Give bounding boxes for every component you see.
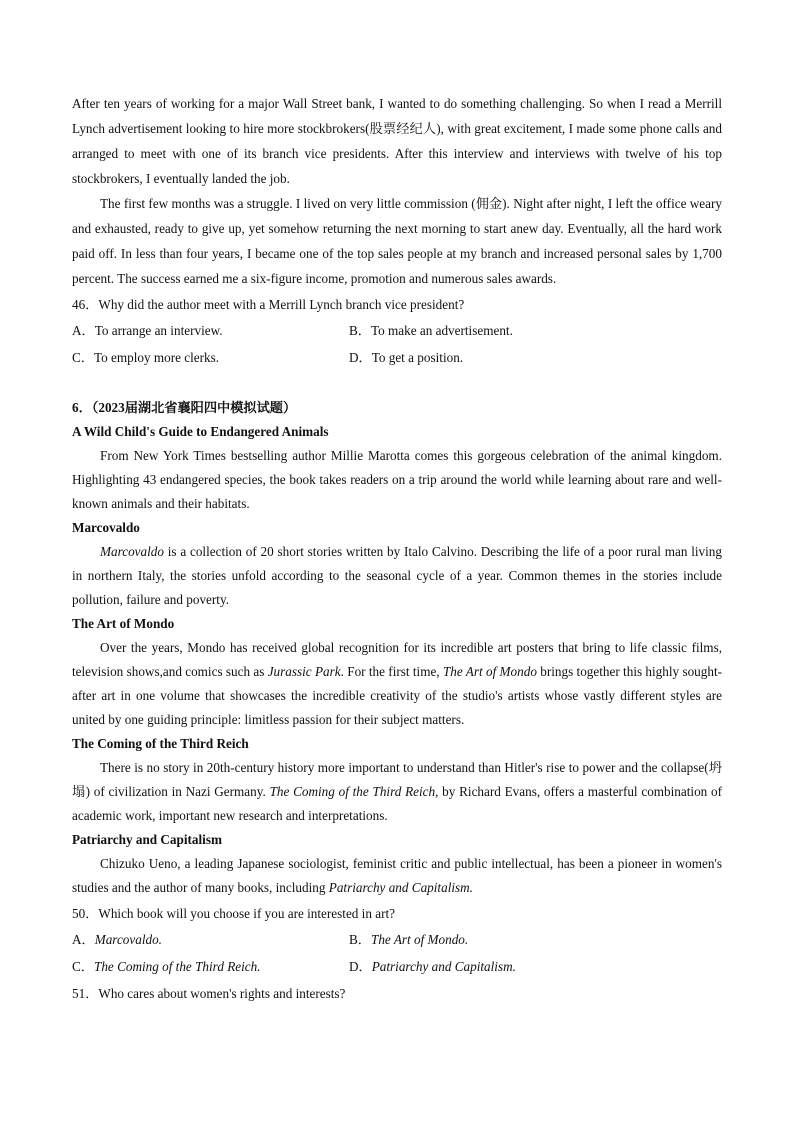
q46-option-c[interactable]: C．To employ more clerks. <box>72 350 220 365</box>
document-page <box>72 91 722 1006</box>
book1-title: A Wild Child's Guide to Endangered Animals <box>72 424 329 439</box>
q46-option-d[interactable]: D．To get a position. <box>349 350 464 365</box>
q50-option-c[interactable]: C．The Coming of the Third Reich. <box>72 959 261 974</box>
q50-option-b[interactable]: B．The Art of Mondo. <box>349 932 469 947</box>
book2-italic-title: Marcovaldo <box>100 544 164 559</box>
question-46-options-row-2 <box>72 344 722 371</box>
passage2-number: 6．（2023届湖北省襄阳四中模拟试题） <box>72 400 297 415</box>
passage1-paragraph-1: After ten years of working for a major Wall Street bank, I wanted to do something challenging. So when I read a Merrill Lynch advertisement looking to hire more stockbrokers(股票经纪人), with great excitement, I made some phone calls and arranged to meet with one of its branch vice presidents. After this interview and interviews with twelve of his top stockbrokers, I eventually landed the job. <box>72 96 722 186</box>
question-50-options-row-2 <box>72 953 722 980</box>
question-50: 50．Which book will you choose if you are interested in art? <box>72 906 396 921</box>
book5-text: Chizuko Ueno, a leading Japanese sociologist, feminist critic and public intellectual, has been a pioneer in women's studies and the author of many books, including Patriarchy and Capitalism. <box>72 856 722 895</box>
q50-option-a[interactable]: A．Marcovaldo. <box>72 932 162 947</box>
question-50-options-row-1 <box>72 926 722 953</box>
book4-title: The Coming of the Third Reich <box>72 736 249 751</box>
question-51: 51．Who cares about women's rights and interests? <box>72 986 346 1001</box>
passage1-paragraph-2: The first few months was a struggle. I lived on very little commission (佣金). Night after night, I left the office weary and exhausted, ready to give up, yet somehow returning the next morning to start anew day. Eventually, all the hard work paid off. In less than four years, I became one of the top sales people at my branch and increased personal sales by 1,700 percent. The success earned me a six-figure income, promotion and numerous sales awards. <box>72 196 722 286</box>
question-46: 46．Why did the author meet with a Merrill Lynch branch vice president? <box>72 297 465 312</box>
book1-text: From New York Times bestselling author Millie Marotta comes this gorgeous celebration of the animal kingdom. Highlighting 43 endangered species, the book takes readers on a trip around the world while learning about rare and well-known animals and their habitats. <box>72 448 722 511</box>
q50-option-d[interactable]: D．Patriarchy and Capitalism. <box>349 959 516 974</box>
book3-title: The Art of Mondo <box>72 616 175 631</box>
book4-text: There is no story in 20th-century history more important to understand than Hitler's rise to power and the collapse(坍塌) of civilization in Nazi Germany. The Coming of the Third Reich, by Richard Evans, offers a masterful combination of academic work, important new research and interpretations. <box>72 760 723 823</box>
book2-title: Marcovaldo <box>72 520 140 535</box>
question-46-options-row-1 <box>72 317 722 344</box>
q46-option-b[interactable]: B．To make an advertisement. <box>349 323 513 338</box>
book2-text: Marcovaldo is a collection of 20 short stories written by Italo Calvino. Describing the life of a poor rural man living in northern Italy, the stories unfold according to the seasonal cycle of a year. Common themes in the stories include pollution, failure and poverty. <box>72 544 722 607</box>
book3-text: Over the years, Mondo has received global recognition for its incredible art posters that bring to life classic films, television shows,and comics such as Jurassic Park. For the first time, The Art of Mondo brings together this highly sought-after art in one volume that showcases the incredible creativity of the studio's artists whose vastly different styles are united by one guiding principle: limitless passion for their subject matters. <box>72 640 723 727</box>
book5-title: Patriarchy and Capitalism <box>72 832 222 847</box>
q46-option-a[interactable]: A．To arrange an interview. <box>72 323 223 338</box>
